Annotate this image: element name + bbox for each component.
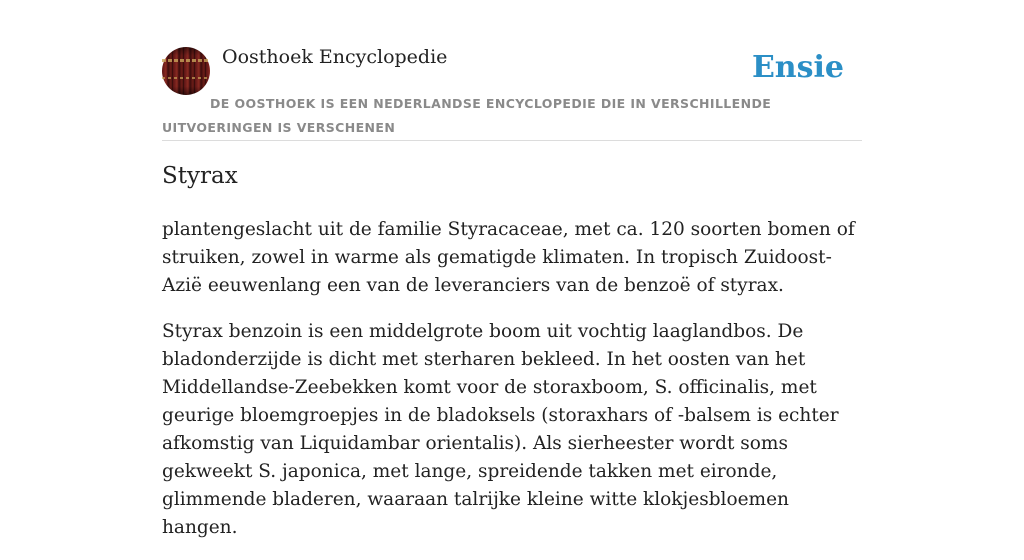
article-body	[162, 216, 862, 560]
site-title[interactable]: Oosthoek Encyclopedie	[222, 46, 448, 68]
encyclopedia-avatar[interactable]	[162, 47, 210, 95]
article-paragraph: Styrax benzoin is een middelgrote boom uit vochtig laaglandbos. De bladonderzijde is dicht met sterharen bekleed. In het oosten van het Middellandse-Zeebekken komt voor de storaxboom, S. officinalis, met geurige bloemgroepjes in de bladoksels (storaxhars of -balsem is echter afkomstig van Liquidambar orientalis). Als sierheester wordt soms gekweekt S. japonica, met lange, spreidende takken met eironde, glimmende bladeren, waaraan talrijke kleine witte klokjesbloemen hangen.	[162, 321, 839, 538]
site-header	[162, 46, 862, 141]
article-paragraph: plantengeslacht uit de familie Styracaceae, met ca. 120 soorten bomen of struiken, zowel in warme als gematigde klimaten. In tropisch Zuidoost-Azië eeuwenlang een van de leveranciers van de benzoë of styrax.	[162, 219, 855, 296]
site-tagline: DE OOSTHOEK IS EEN NEDERLANDSE ENCYCLOPEDIE DIE IN VERSCHILLENDE UITVOERINGEN IS VERSCHENEN	[162, 96, 772, 135]
article-title: Styrax	[162, 163, 238, 189]
brand-logo-link[interactable]: Ensie	[751, 50, 844, 85]
